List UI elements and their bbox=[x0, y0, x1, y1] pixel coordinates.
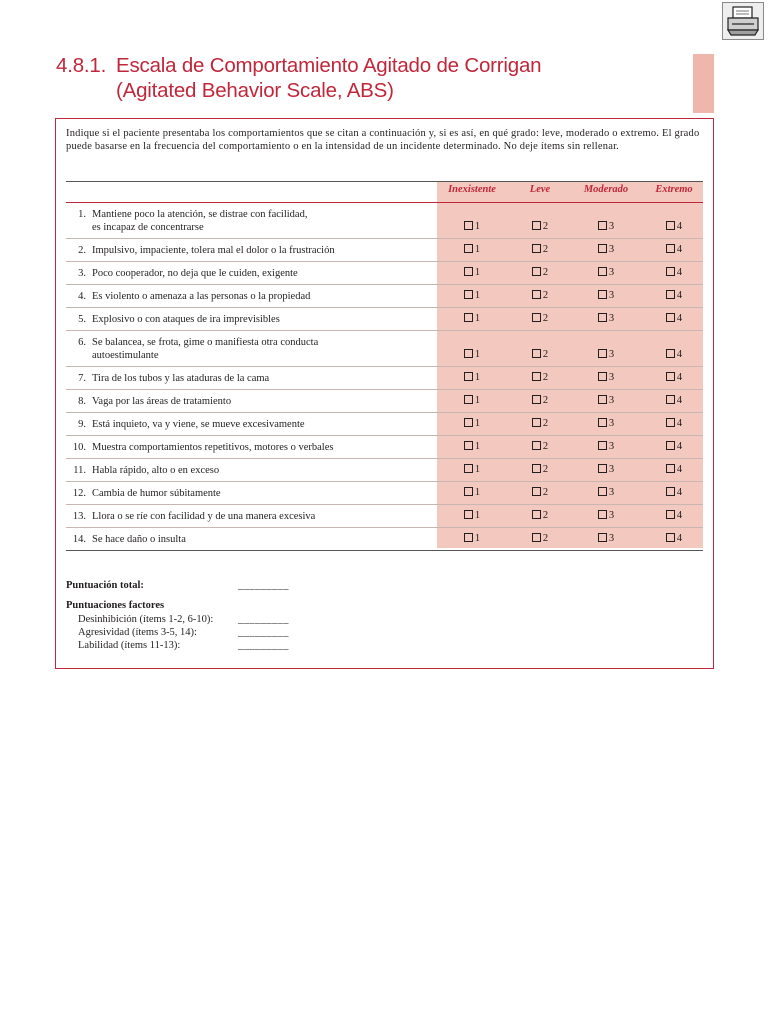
option-value: 4 bbox=[676, 464, 683, 475]
option-value: 2 bbox=[542, 441, 549, 452]
factor-scores-label: Puntuaciones factores bbox=[66, 600, 165, 611]
item-label: Explosivo o con ataques de ira imprevisibles bbox=[92, 314, 280, 325]
option-value: 2 bbox=[542, 533, 549, 544]
checkbox-icon[interactable] bbox=[464, 395, 473, 404]
checkbox-icon[interactable] bbox=[598, 464, 607, 473]
checkbox-icon[interactable] bbox=[532, 487, 541, 496]
item-number: 9. bbox=[78, 419, 86, 430]
rating-option[interactable] bbox=[510, 221, 570, 233]
rating-option[interactable] bbox=[576, 290, 636, 302]
item-label: Poco cooperador, no deja que le cuiden, exigente bbox=[92, 268, 298, 279]
option-value: 4 bbox=[676, 349, 683, 360]
checkbox-icon[interactable] bbox=[532, 313, 541, 322]
option-value: 1 bbox=[474, 267, 481, 278]
item-number: 12. bbox=[72, 488, 86, 499]
rating-option[interactable] bbox=[510, 487, 570, 499]
option-value: 1 bbox=[474, 221, 481, 232]
page-title bbox=[56, 53, 541, 103]
item-text bbox=[66, 244, 426, 257]
checkbox-icon[interactable] bbox=[532, 290, 541, 299]
rating-option[interactable] bbox=[442, 533, 502, 545]
row-rule bbox=[66, 458, 703, 459]
rating-option[interactable] bbox=[644, 464, 704, 476]
option-value: 2 bbox=[542, 267, 549, 278]
checkbox-icon[interactable] bbox=[464, 349, 473, 358]
item-label: Mantiene poco la atención, se distrae con facilidad, bbox=[92, 209, 308, 220]
option-value: 4 bbox=[676, 372, 683, 383]
option-value: 2 bbox=[542, 313, 549, 324]
option-value: 3 bbox=[608, 395, 615, 406]
item-text bbox=[66, 441, 426, 454]
option-value: 3 bbox=[608, 372, 615, 383]
item-label: Llora o se ríe con facilidad y de una manera excesiva bbox=[92, 511, 316, 522]
rating-option[interactable] bbox=[576, 533, 636, 545]
checkbox-icon[interactable] bbox=[666, 244, 675, 253]
printer-icon bbox=[723, 3, 763, 39]
rating-option[interactable] bbox=[510, 441, 570, 453]
item-number: 5. bbox=[78, 314, 86, 325]
checkbox-icon[interactable] bbox=[464, 372, 473, 381]
item-number: 3. bbox=[78, 268, 86, 279]
checkbox-icon[interactable] bbox=[598, 349, 607, 358]
item-text bbox=[66, 418, 426, 431]
rating-option[interactable] bbox=[442, 244, 502, 256]
option-value: 4 bbox=[676, 533, 683, 544]
option-value: 3 bbox=[608, 290, 615, 301]
checkbox-icon[interactable] bbox=[532, 349, 541, 358]
header-rule bbox=[66, 202, 703, 203]
checkbox-icon[interactable] bbox=[666, 372, 675, 381]
option-value: 3 bbox=[608, 510, 615, 521]
rating-option[interactable] bbox=[644, 510, 704, 522]
item-text bbox=[66, 313, 426, 326]
checkbox-icon[interactable] bbox=[464, 267, 473, 276]
row-rule bbox=[66, 284, 703, 285]
item-text bbox=[66, 267, 426, 280]
rating-option[interactable] bbox=[510, 395, 570, 407]
rating-option[interactable] bbox=[510, 464, 570, 476]
option-value: 1 bbox=[474, 533, 481, 544]
rating-option[interactable] bbox=[510, 349, 570, 361]
column-header-extremo: Extremo bbox=[655, 184, 693, 195]
option-value: 1 bbox=[474, 349, 481, 360]
option-value: 1 bbox=[474, 372, 481, 383]
option-value: 4 bbox=[676, 290, 683, 301]
checkbox-icon[interactable] bbox=[532, 221, 541, 230]
rating-option[interactable] bbox=[442, 441, 502, 453]
rating-option[interactable] bbox=[442, 290, 502, 302]
option-value: 1 bbox=[474, 313, 481, 324]
checkbox-icon[interactable] bbox=[598, 441, 607, 450]
checkbox-icon[interactable] bbox=[598, 395, 607, 404]
factor-field-agresividad[interactable]: _________ bbox=[238, 627, 289, 638]
option-value: 3 bbox=[608, 313, 615, 324]
checkbox-icon[interactable] bbox=[532, 372, 541, 381]
checkbox-icon[interactable] bbox=[532, 267, 541, 276]
item-text bbox=[66, 290, 426, 303]
rating-option[interactable] bbox=[510, 244, 570, 256]
rating-option[interactable] bbox=[442, 395, 502, 407]
option-value: 1 bbox=[474, 464, 481, 475]
option-value: 3 bbox=[608, 487, 615, 498]
checkbox-icon[interactable] bbox=[666, 464, 675, 473]
option-value: 1 bbox=[474, 441, 481, 452]
factor-label-agresividad: Agresividad (ítems 3-5, 14): bbox=[78, 627, 197, 638]
rating-option[interactable] bbox=[510, 372, 570, 384]
option-value: 4 bbox=[676, 313, 683, 324]
option-value: 4 bbox=[676, 267, 683, 278]
checkbox-icon[interactable] bbox=[464, 221, 473, 230]
checkbox-icon[interactable] bbox=[598, 487, 607, 496]
rating-option[interactable] bbox=[576, 267, 636, 279]
rating-option[interactable] bbox=[442, 349, 502, 361]
item-number: 14. bbox=[72, 534, 86, 545]
row-rule bbox=[66, 504, 703, 505]
checkbox-icon[interactable] bbox=[464, 510, 473, 519]
item-number: 1. bbox=[78, 209, 86, 220]
rating-option[interactable] bbox=[644, 244, 704, 256]
checkbox-icon[interactable] bbox=[666, 290, 675, 299]
checkbox-icon[interactable] bbox=[598, 221, 607, 230]
checkbox-icon[interactable] bbox=[532, 441, 541, 450]
item-number: 13. bbox=[72, 511, 86, 522]
item-number: 8. bbox=[78, 396, 86, 407]
checkbox-icon[interactable] bbox=[666, 418, 675, 427]
item-text bbox=[66, 464, 426, 477]
checkbox-icon[interactable] bbox=[666, 533, 675, 542]
rating-option[interactable] bbox=[510, 267, 570, 279]
rating-option[interactable] bbox=[644, 395, 704, 407]
rating-option[interactable] bbox=[442, 267, 502, 279]
checkbox-icon[interactable] bbox=[532, 244, 541, 253]
item-label-continued: es incapaz de concentrarse bbox=[92, 222, 204, 233]
option-value: 2 bbox=[542, 418, 549, 429]
row-rule bbox=[66, 307, 703, 308]
item-label: Está inquieto, va y viene, se mueve excesivamente bbox=[92, 419, 305, 430]
row-rule bbox=[66, 527, 703, 528]
option-value: 3 bbox=[608, 244, 615, 255]
option-value: 3 bbox=[608, 267, 615, 278]
checkbox-icon[interactable] bbox=[598, 290, 607, 299]
item-label: Es violento o amenaza a las personas o la propiedad bbox=[92, 291, 311, 302]
option-value: 2 bbox=[542, 510, 549, 521]
print-button[interactable] bbox=[722, 2, 764, 40]
rating-option[interactable] bbox=[442, 418, 502, 430]
item-label: Vaga por las áreas de tratamiento bbox=[92, 396, 232, 407]
option-value: 3 bbox=[608, 464, 615, 475]
option-value: 3 bbox=[608, 533, 615, 544]
item-text bbox=[66, 487, 426, 500]
option-value: 4 bbox=[676, 418, 683, 429]
rating-option[interactable] bbox=[510, 290, 570, 302]
rating-option[interactable] bbox=[576, 464, 636, 476]
checkbox-icon[interactable] bbox=[532, 464, 541, 473]
checkbox-icon[interactable] bbox=[532, 510, 541, 519]
item-label: Se balancea, se frota, gime o manifiesta otra conducta bbox=[92, 337, 319, 348]
instructions: Indique si el paciente presentaba los comportamientos que se citan a continuación y, si es así, en qué grado: leve, moderado o extremo. El grado puede basarse en la frecuencia del comportamiento o en la intensidad de un incidente determinado. No deje ítems sin rellenar. bbox=[66, 128, 700, 152]
option-value: 3 bbox=[608, 221, 615, 232]
row-rule bbox=[66, 550, 703, 551]
checkbox-icon[interactable] bbox=[598, 533, 607, 542]
checkbox-icon[interactable] bbox=[464, 464, 473, 473]
checkbox-icon[interactable] bbox=[666, 221, 675, 230]
item-text bbox=[66, 533, 426, 546]
item-label-continued: autoestimulante bbox=[92, 350, 159, 361]
rating-option[interactable] bbox=[442, 464, 502, 476]
option-value: 2 bbox=[542, 221, 549, 232]
total-score-field[interactable]: _________ bbox=[238, 580, 289, 591]
checkbox-icon[interactable] bbox=[464, 290, 473, 299]
checkbox-icon[interactable] bbox=[666, 313, 675, 322]
item-text bbox=[66, 395, 426, 408]
rating-option[interactable] bbox=[644, 418, 704, 430]
rating-option[interactable] bbox=[644, 349, 704, 361]
option-value: 2 bbox=[542, 349, 549, 360]
item-label: Cambia de humor súbitamente bbox=[92, 488, 221, 499]
column-header-inexistente: Inexistente bbox=[448, 184, 496, 195]
rating-option[interactable] bbox=[576, 418, 636, 430]
column-header-moderado: Moderado bbox=[583, 184, 629, 195]
item-number: 2. bbox=[78, 245, 86, 256]
option-value: 3 bbox=[608, 418, 615, 429]
rating-option[interactable] bbox=[576, 487, 636, 499]
checkbox-icon[interactable] bbox=[666, 487, 675, 496]
item-number: 10. bbox=[72, 442, 86, 453]
rating-option[interactable] bbox=[644, 290, 704, 302]
rating-option[interactable] bbox=[644, 267, 704, 279]
option-value: 4 bbox=[676, 441, 683, 452]
rating-option[interactable] bbox=[576, 372, 636, 384]
checkbox-icon[interactable] bbox=[464, 313, 473, 322]
rating-option[interactable] bbox=[644, 533, 704, 545]
option-value: 1 bbox=[474, 395, 481, 406]
checkbox-icon[interactable] bbox=[666, 349, 675, 358]
rating-option[interactable] bbox=[576, 441, 636, 453]
rating-option[interactable] bbox=[576, 510, 636, 522]
checkbox-icon[interactable] bbox=[598, 372, 607, 381]
option-value: 3 bbox=[608, 441, 615, 452]
row-rule bbox=[66, 389, 703, 390]
option-value: 1 bbox=[474, 244, 481, 255]
option-value: 2 bbox=[542, 395, 549, 406]
rating-option[interactable] bbox=[510, 533, 570, 545]
checkbox-icon[interactable] bbox=[532, 418, 541, 427]
option-value: 2 bbox=[542, 487, 549, 498]
option-value: 4 bbox=[676, 487, 683, 498]
item-text bbox=[66, 208, 426, 234]
total-score-label: Puntuación total: bbox=[66, 580, 144, 591]
factor-label-labilidad: Labilidad (ítems 11-13): bbox=[78, 640, 181, 651]
item-label: Impulsivo, impaciente, tolera mal el dolor o la frustración bbox=[92, 245, 335, 256]
rating-option[interactable] bbox=[644, 221, 704, 233]
checkbox-icon[interactable] bbox=[464, 441, 473, 450]
rating-option[interactable] bbox=[510, 418, 570, 430]
factor-field-desinhibicion[interactable]: _________ bbox=[238, 614, 289, 625]
item-label: Muestra comportamientos repetitivos, motores o verbales bbox=[92, 442, 334, 453]
row-rule bbox=[66, 261, 703, 262]
factor-label-desinhibicion: Desinhibición (ítems 1-2, 6-10): bbox=[78, 614, 214, 625]
item-label: Habla rápido, alto o en exceso bbox=[92, 465, 220, 476]
rating-option[interactable] bbox=[644, 372, 704, 384]
row-rule bbox=[66, 412, 703, 413]
option-value: 4 bbox=[676, 395, 683, 406]
factor-field-labilidad[interactable]: _________ bbox=[238, 640, 289, 651]
column-header-leve: Leve bbox=[529, 184, 551, 195]
rating-option[interactable] bbox=[442, 372, 502, 384]
row-rule bbox=[66, 435, 703, 436]
option-value: 4 bbox=[676, 221, 683, 232]
rating-option[interactable] bbox=[576, 349, 636, 361]
checkbox-icon[interactable] bbox=[598, 313, 607, 322]
rating-option[interactable] bbox=[576, 395, 636, 407]
item-text bbox=[66, 510, 426, 523]
checkbox-icon[interactable] bbox=[464, 487, 473, 496]
rating-option[interactable] bbox=[644, 487, 704, 499]
option-value: 1 bbox=[474, 510, 481, 521]
checkbox-icon[interactable] bbox=[598, 244, 607, 253]
checkbox-icon[interactable] bbox=[666, 395, 675, 404]
row-rule bbox=[66, 238, 703, 239]
item-number: 7. bbox=[78, 373, 86, 384]
checkbox-icon[interactable] bbox=[666, 441, 675, 450]
checkbox-icon[interactable] bbox=[598, 418, 607, 427]
item-number: 4. bbox=[78, 291, 86, 302]
option-value: 2 bbox=[542, 244, 549, 255]
checkbox-icon[interactable] bbox=[532, 533, 541, 542]
item-label: Se hace daño o insulta bbox=[92, 534, 186, 545]
section-number: 4.8.1. bbox=[56, 54, 107, 77]
title-line-1: Escala de Comportamiento Agitado de Corrigan bbox=[116, 54, 542, 77]
rating-option[interactable] bbox=[644, 313, 704, 325]
rating-option[interactable] bbox=[576, 221, 636, 233]
checkbox-icon[interactable] bbox=[598, 510, 607, 519]
rating-option[interactable] bbox=[576, 313, 636, 325]
checkbox-icon[interactable] bbox=[464, 533, 473, 542]
item-number: 6. bbox=[78, 337, 86, 348]
item-text bbox=[66, 372, 426, 385]
checkbox-icon[interactable] bbox=[464, 418, 473, 427]
checkbox-icon[interactable] bbox=[598, 267, 607, 276]
section-tab bbox=[693, 54, 714, 113]
option-value: 2 bbox=[542, 290, 549, 301]
row-rule bbox=[66, 481, 703, 482]
option-value: 1 bbox=[474, 290, 481, 301]
option-value: 2 bbox=[542, 372, 549, 383]
checkbox-icon[interactable] bbox=[464, 244, 473, 253]
row-rule bbox=[66, 330, 703, 331]
checkbox-icon[interactable] bbox=[532, 395, 541, 404]
option-value: 4 bbox=[676, 244, 683, 255]
option-value: 1 bbox=[474, 418, 481, 429]
option-value: 2 bbox=[542, 464, 549, 475]
item-label: Tira de los tubos y las ataduras de la cama bbox=[92, 373, 270, 384]
option-value: 3 bbox=[608, 349, 615, 360]
rating-option[interactable] bbox=[576, 244, 636, 256]
rating-option[interactable] bbox=[510, 313, 570, 325]
rating-option[interactable] bbox=[442, 487, 502, 499]
row-rule bbox=[66, 366, 703, 367]
title-line-2: (Agitated Behavior Scale, ABS) bbox=[116, 79, 394, 102]
checkbox-icon[interactable] bbox=[666, 510, 675, 519]
option-value: 4 bbox=[676, 510, 683, 521]
rating-option[interactable] bbox=[644, 441, 704, 453]
table-top-rule bbox=[66, 181, 703, 182]
rating-option[interactable] bbox=[442, 313, 502, 325]
item-text bbox=[66, 336, 426, 362]
item-number: 11. bbox=[73, 465, 86, 476]
checkbox-icon[interactable] bbox=[666, 267, 675, 276]
option-value: 1 bbox=[474, 487, 481, 498]
rating-option[interactable] bbox=[510, 510, 570, 522]
rating-option[interactable] bbox=[442, 221, 502, 233]
rating-option[interactable] bbox=[442, 510, 502, 522]
